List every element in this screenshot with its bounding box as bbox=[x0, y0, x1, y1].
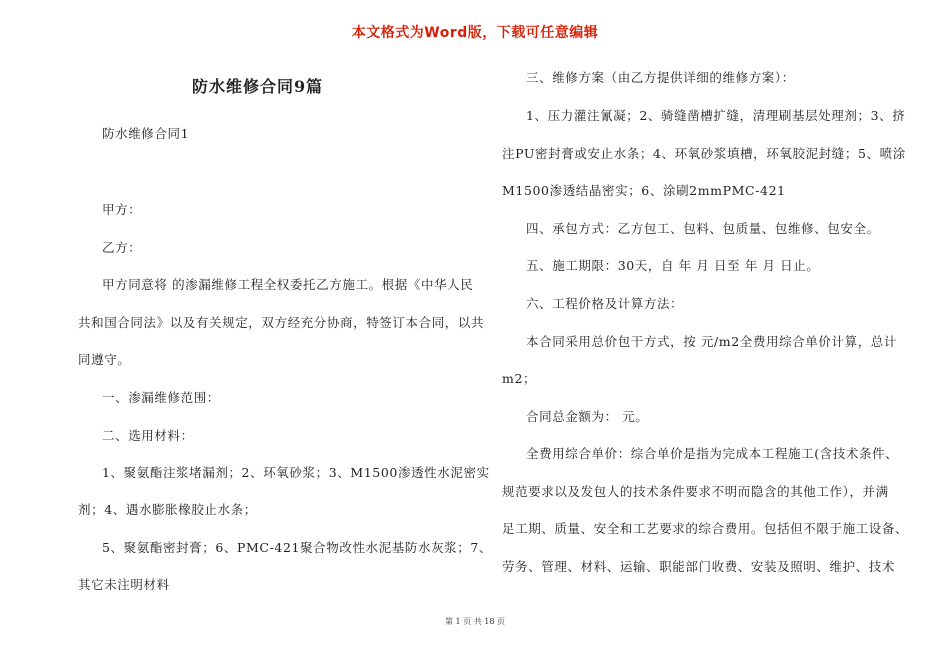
section-heading: 四、承包方式：乙方包工、包料、包质量、包维修、包安全。 bbox=[526, 221, 880, 236]
paragraph-line: 1、压力灌注氰凝；2、骑缝凿槽扩缝，清理刷基层处理剂；3、挤 bbox=[526, 108, 906, 123]
paragraph-line: 全费用综合单价：综合单价是指为完成本工程施工(含技术条件、 bbox=[526, 446, 899, 461]
page-number-footer: 第 1 页 共 18 页 bbox=[445, 617, 505, 626]
party-a-line: 甲方： bbox=[102, 202, 142, 217]
document-banner: 本文格式为Word版，下载可任意编辑 bbox=[351, 25, 599, 41]
paragraph-line: m2； bbox=[502, 371, 537, 386]
paragraph-line: 合同总金额为： 元。 bbox=[526, 409, 649, 424]
paragraph-line: 5、聚氨酯密封膏；6、PMC-421聚合物改性水泥基防水灰浆；7、 bbox=[102, 540, 493, 555]
paragraph-line: 其它未注明材料 bbox=[78, 577, 170, 592]
paragraph-line: 同遵守。 bbox=[78, 352, 131, 367]
paragraph-line: 规范要求以及发包人的技术条件要求不明而隐含的其他工作），并满 bbox=[502, 484, 889, 499]
paragraph-line: 劳务、管理、材料、运输、职能部门收费、安装及照明、维护、技术 bbox=[502, 559, 896, 574]
document-title: 防水维修合同9篇 bbox=[192, 77, 324, 96]
paragraph-line: 共和国合同法》以及有关规定，双方经充分协商，特签订本合同，以共 bbox=[78, 315, 485, 330]
paragraph-line: 剂；4、遇水膨胀橡胶止水条； bbox=[78, 502, 257, 517]
paragraph-line: 足工期、质量、安全和工艺要求的综合费用。包括但不限于施工设备、 bbox=[502, 521, 909, 536]
section-heading: 五、施工期限：30天，自 年 月 日至 年 月 日止。 bbox=[526, 258, 820, 273]
paragraph-line: 本合同采用总价包干方式，按 元/m2全费用综合单价计算，总计 bbox=[526, 334, 897, 349]
paragraph-line: 注PU密封膏或安止水条；4、环氧砂浆填槽，环氧胶泥封缝；5、喷涂 bbox=[502, 146, 906, 161]
section-heading: 一、渗漏维修范围： bbox=[102, 390, 220, 405]
section-heading: 六、工程价格及计算方法： bbox=[526, 296, 684, 311]
paragraph-line: 甲方同意将 的渗漏维修工程全权委托乙方施工。根据《中华人民 bbox=[102, 277, 474, 292]
section-heading: 三、维修方案（由乙方提供详细的维修方案）： bbox=[526, 70, 795, 85]
party-b-line: 乙方： bbox=[102, 240, 142, 255]
paragraph-line: M1500渗透结晶密实；6、涂刷2mmPMC-421 bbox=[502, 183, 786, 198]
contract-heading: 防水维修合同1 bbox=[102, 126, 190, 141]
section-heading: 二、选用材料： bbox=[102, 428, 194, 443]
paragraph-line: 1、聚氨酯注浆堵漏剂；2、环氧砂浆；3、M1500渗透性水泥密实 bbox=[102, 465, 490, 480]
